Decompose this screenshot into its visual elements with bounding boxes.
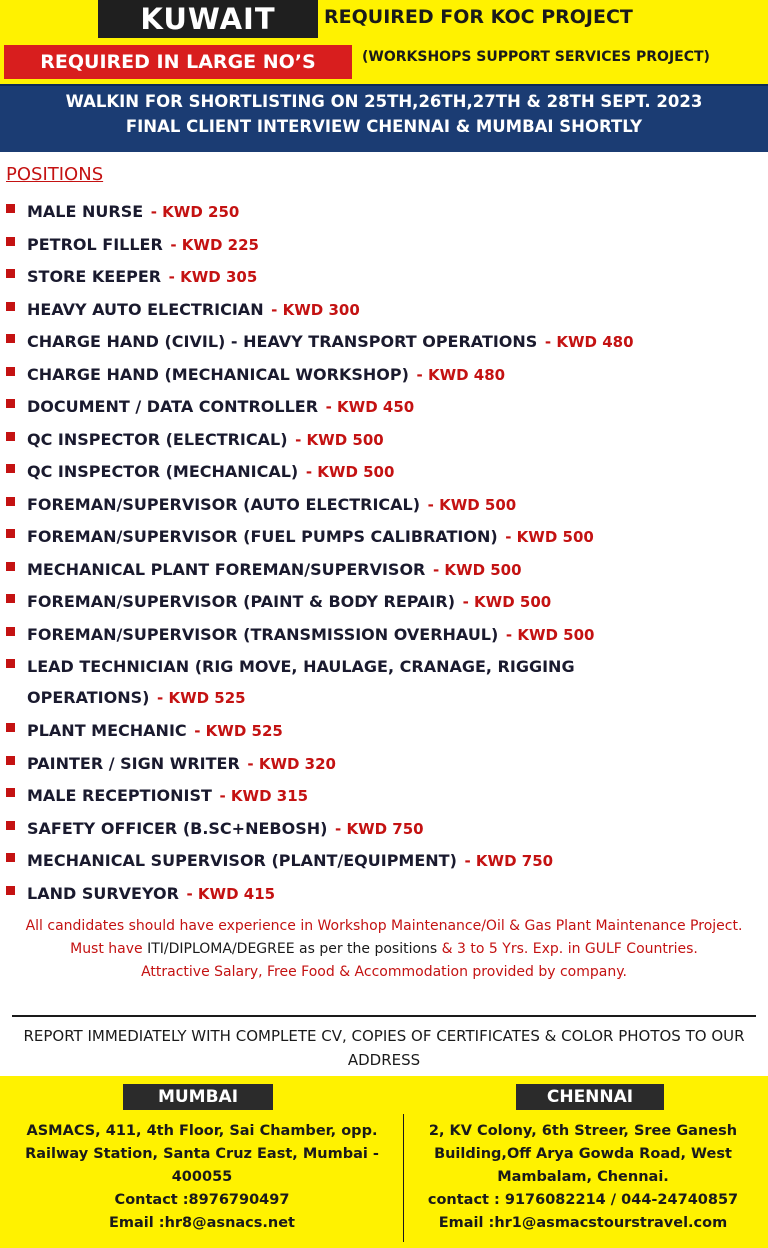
position-name: FOREMAN/SUPERVISOR (PAINT & BODY REPAIR) (27, 592, 456, 611)
position-item (6, 780, 761, 813)
position-name: FOREMAN/SUPERVISOR (FUEL PUMPS CALIBRATION) (27, 527, 498, 546)
bullet-icon (6, 334, 15, 343)
position-item (6, 521, 761, 554)
chennai-heading: CHENNAI (516, 1084, 664, 1110)
position-salary: - KWD 500 (505, 528, 594, 546)
position-salary: - KWD 500 (427, 495, 517, 514)
note-qualification (6, 938, 762, 961)
position-name: PLANT MECHANIC (27, 721, 187, 740)
position-salary: - KWD 305 (168, 268, 258, 286)
position-item (6, 619, 761, 652)
position-name: MECHANICAL PLANT FOREMAN/SUPERVISOR (27, 559, 426, 579)
position-text (27, 813, 424, 845)
position-salary: - KWD 415 (186, 884, 276, 903)
bullet-icon (6, 886, 15, 895)
position-text (27, 261, 257, 293)
position-name: LAND SURVEYOR (27, 883, 179, 903)
bullet-icon (6, 302, 15, 311)
position-salary: - KWD 480 (416, 365, 506, 384)
position-text (27, 586, 551, 618)
bullet-icon (6, 788, 15, 797)
walkin-dates: WALKIN FOR SHORTLISTING ON 25TH,26TH,27TH & 28TH SEPT. 2023 (65, 92, 703, 111)
bullet-icon (6, 594, 15, 603)
position-salary: - KWD 315 (219, 787, 309, 805)
note-qualification-c: & 3 to 5 Yrs. Exp. in GULF Countries. (437, 941, 698, 957)
position-salary: - KWD 525 (194, 722, 283, 740)
note-experience: All candidates should have experience in Workshop Maintenance/Oil & Gas Plant Maintenance Project. (25, 918, 743, 934)
bullet-icon (6, 269, 15, 278)
bullet-icon (6, 204, 15, 213)
country-label: KUWAIT (98, 0, 318, 38)
position-item (6, 294, 761, 327)
positions-heading: POSITIONS (6, 164, 104, 185)
report-instructions: REPORT IMMEDIATELY WITH COMPLETE CV, COPIES OF CERTIFICATES & COLOR PHOTOS TO OUR ADDRESS (23, 1027, 745, 1069)
position-name: CHARGE HAND (CIVIL) - HEAVY TRANSPORT OPERATIONS (27, 332, 538, 351)
interview-info: FINAL CLIENT INTERVIEW CHENNAI & MUMBAI SHORTLY (125, 117, 643, 136)
position-name: STORE KEEPER (27, 267, 162, 286)
bullet-icon (6, 399, 15, 408)
position-salary: - KWD 500 (432, 560, 522, 579)
walkin-banner (0, 84, 768, 152)
position-salary: - KWD 500 (462, 593, 552, 611)
chennai-email: Email :hr1@asmacstourstravel.com (438, 1215, 728, 1231)
position-item (6, 813, 761, 846)
required-large-badge: REQUIRED IN LARGE NO’S (4, 45, 352, 79)
position-salary: - KWD 250 (150, 203, 240, 221)
position-text (27, 554, 522, 586)
note-qualification-b: ITI/DIPLOMA/DEGREE as per the positions (147, 941, 438, 957)
position-item (6, 748, 761, 781)
position-text (27, 489, 516, 521)
position-item (6, 359, 761, 392)
position-item (6, 586, 761, 619)
office-divider (403, 1114, 404, 1242)
header-banner (0, 0, 768, 84)
mumbai-heading: MUMBAI (123, 1084, 273, 1110)
position-text (27, 748, 336, 780)
chennai-contact: contact : 9176082214 / 044-24740857 (427, 1192, 739, 1208)
positions-list (6, 196, 761, 910)
position-name: LEAD TECHNICIAN (RIG MOVE, HAULAGE, CRANAGE, RIGGING OPERATIONS) (27, 657, 575, 707)
chennai-address: 2, KV Colony, 6th Streer, Sree Ganesh Building,Off Arya Gowda Road, West Mambalam, Chennai. (428, 1123, 738, 1185)
position-text (27, 619, 595, 651)
position-item (6, 424, 761, 457)
bullet-icon (6, 821, 15, 830)
bullet-icon (6, 464, 15, 473)
position-salary: - KWD 480 (544, 333, 634, 351)
position-name: MALE NURSE (27, 202, 144, 221)
position-item (6, 715, 761, 748)
position-name: CHARGE HAND (MECHANICAL WORKSHOP) (27, 364, 409, 384)
mumbai-contact: Contact :8976790497 (114, 1192, 290, 1208)
mumbai-address-block (10, 1120, 394, 1235)
position-salary: - KWD 525 (157, 689, 246, 707)
position-item (6, 456, 761, 489)
bullet-icon (6, 432, 15, 441)
position-salary: - KWD 500 (305, 463, 395, 481)
bullet-icon (6, 367, 15, 376)
position-item (6, 261, 761, 294)
position-item (6, 845, 761, 878)
bullet-icon (6, 659, 15, 668)
bullet-icon (6, 237, 15, 246)
position-item (6, 651, 761, 715)
position-name: MALE RECEPTIONIST (27, 786, 212, 805)
position-text (27, 229, 259, 261)
mumbai-email: Email :hr8@asnacs.net (109, 1215, 295, 1231)
divider (12, 1015, 756, 1017)
position-item (6, 229, 761, 262)
position-item (6, 554, 761, 587)
position-salary: - KWD 500 (295, 430, 384, 449)
requirements-notes (6, 915, 762, 984)
position-salary: - KWD 225 (170, 235, 259, 254)
position-name: PETROL FILLER (27, 234, 163, 254)
position-item (6, 489, 761, 522)
bullet-icon (6, 497, 15, 506)
position-name: QC INSPECTOR (MECHANICAL) (27, 462, 299, 481)
position-salary: - KWD 320 (247, 754, 336, 773)
position-text (27, 521, 594, 553)
position-name: PAINTER / SIGN WRITER (27, 753, 240, 773)
bullet-icon (6, 627, 15, 636)
position-name: MECHANICAL SUPERVISOR (PLANT/EQUIPMENT) (27, 851, 457, 870)
note-benefits: Attractive Salary, Free Food & Accommodation provided by company. (141, 964, 627, 980)
position-item (6, 196, 761, 229)
bullet-icon (6, 853, 15, 862)
offices-section (0, 1076, 768, 1248)
position-text (27, 456, 394, 488)
position-salary: - KWD 750 (464, 852, 554, 870)
bullet-icon (6, 562, 15, 571)
position-name: DOCUMENT / DATA CONTROLLER (27, 397, 319, 416)
position-name: FOREMAN/SUPERVISOR (AUTO ELECTRICAL) (27, 494, 421, 514)
bullet-icon (6, 529, 15, 538)
position-salary: - KWD 450 (325, 398, 415, 416)
bullet-icon (6, 723, 15, 732)
position-name: FOREMAN/SUPERVISOR (TRANSMISSION OVERHAUL) (27, 624, 499, 644)
position-text (27, 196, 239, 228)
position-item (6, 391, 761, 424)
chennai-address-block (408, 1120, 758, 1235)
position-text (27, 359, 505, 391)
position-salary: - KWD 750 (335, 819, 424, 838)
position-item (6, 326, 761, 359)
mumbai-address: ASMACS, 411, 4th Floor, Sai Chamber, opp. Railway Station, Santa Cruz East, Mumbai - 400055 (25, 1123, 379, 1185)
position-text (27, 715, 283, 747)
position-text (27, 391, 414, 423)
position-text (27, 294, 360, 326)
project-label: (WORKSHOPS SUPPORT SERVICES PROJECT) (362, 49, 710, 65)
position-text (27, 878, 275, 910)
bullet-icon (6, 756, 15, 765)
position-name: QC INSPECTOR (ELECTRICAL) (27, 429, 288, 449)
position-name: SAFETY OFFICER (B.SC+NEBOSH) (27, 818, 328, 838)
position-text (27, 780, 308, 812)
position-salary: - KWD 300 (271, 300, 360, 319)
position-item (6, 878, 761, 911)
position-text (27, 424, 384, 456)
note-qualification-a: Must have (70, 941, 148, 957)
required-for-label: REQUIRED FOR KOC PROJECT (324, 6, 633, 28)
position-text (27, 651, 687, 714)
position-text (27, 845, 553, 877)
position-text (27, 326, 634, 358)
position-name: HEAVY AUTO ELECTRICIAN (27, 299, 264, 319)
position-salary: - KWD 500 (505, 625, 595, 644)
